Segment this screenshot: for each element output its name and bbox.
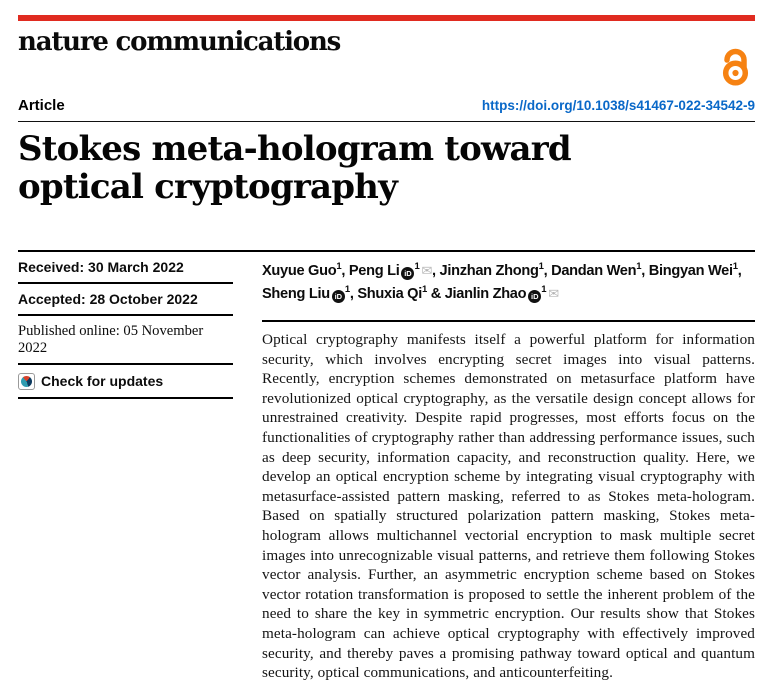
author: Shuxia Qi$^1$ & xyxy=(357,284,445,302)
journal-accent-bar xyxy=(18,15,755,21)
affiliation-sup: 1 xyxy=(636,261,642,273)
abstract-text: Optical cryptography manifests itself a powerful platform for information security, which involves encrypting secret images into visual patterns. Recently, encryption schemes demonstrated on metasurface platform have revolutionized optical cryptography, as the versatile design concept allows for unrestrained creativity. Despite rapid progresses, most efforts focus on the functionalities of cryptography rather than addressing performance issues, such as deep security, information capacity, and reconstruction quality. Here, we develop an optical encryption scheme by integrating visual cryptography with metasurface-assisted pattern masking, referred to as Stokes meta-hologram. Based on spatially structured polarization pattern masking, Stokes meta-hologram allows multichannel vectorial encryption to mask multiple secret images into unrecognizable visual patterns, and retrieve them following Stokes vector analysis. Further, an asymmetric encryption scheme based on Stokes vector rotation transformation is proposed to settle the inherent problem of the need to share the key in symmetric encryption. Our results show that Stokes meta-hologram can achieve optical cryptography with effectively improved security, and thereby paves a promising pathway toward optical and quantum security, optical communications, and anticounterfeiting. xyxy=(262,331,755,682)
article-type-label: Article xyxy=(18,97,65,114)
author: Bingyan Wei$^1$, xyxy=(648,261,742,279)
article-type-row xyxy=(18,97,755,122)
journal-logo: nature communications xyxy=(18,27,341,57)
orcid-icon[interactable]: iD xyxy=(528,290,541,303)
header-body xyxy=(18,250,755,683)
affiliation-sup: 1 xyxy=(732,261,738,273)
article-page xyxy=(0,15,772,683)
article-right-column xyxy=(262,252,755,683)
abstract-section xyxy=(262,320,755,683)
affiliation-sup: 1 xyxy=(421,284,427,296)
author: Sheng Liu $iD^1$, xyxy=(262,284,358,302)
orcid-icon[interactable]: iD xyxy=(401,267,414,280)
author-list xyxy=(262,252,755,306)
paper-title: Stokes meta-hologram toward optical cryptography xyxy=(18,129,571,207)
published-date: Published online: 05 November 2022 xyxy=(18,316,233,365)
check-for-updates-button[interactable] xyxy=(18,365,233,399)
affiliation-sup: 1 xyxy=(344,284,350,296)
orcid-icon[interactable]: iD xyxy=(332,290,345,303)
doi-link[interactable]: https://doi.org/10.1038/s41467-022-34542-9 xyxy=(481,98,755,113)
author: Jianlin Zhao $iD^1$ ✉ xyxy=(444,284,559,302)
email-icon[interactable]: ✉ xyxy=(421,264,433,279)
affiliation-sup: 1 xyxy=(541,284,547,296)
accepted-date: Accepted: 28 October 2022 xyxy=(18,284,233,316)
open-access-icon xyxy=(716,42,754,86)
affiliation-sup: 1 xyxy=(336,261,342,273)
affiliation-sup: 1 xyxy=(538,261,544,273)
author: Peng Li $iD^1$ ✉, xyxy=(348,261,440,279)
author: Xuyue Guo$^1$, xyxy=(262,261,349,279)
crossmark-icon xyxy=(18,373,35,390)
received-date: Received: 30 March 2022 xyxy=(18,252,233,284)
affiliation-sup: 1 xyxy=(414,261,420,273)
check-for-updates-label: Check for updates xyxy=(41,373,164,389)
email-icon[interactable]: ✉ xyxy=(548,287,559,302)
article-timeline xyxy=(18,252,233,683)
author: Dandan Wen$^1$, xyxy=(551,261,649,279)
author: Jinzhan Zhong$^1$, xyxy=(439,261,552,279)
